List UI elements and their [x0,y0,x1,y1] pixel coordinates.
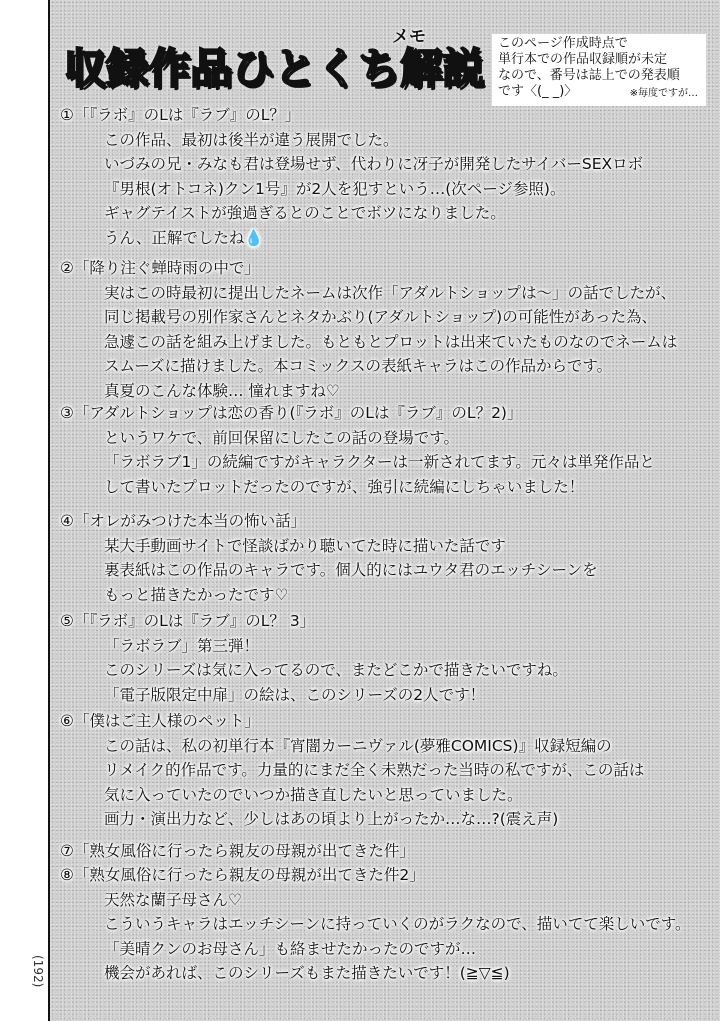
section-line: この作品、最初は後半が違う展開でした。 [104,130,399,149]
section-line: というワケで、前回保留にしたこの話の登場です。 [104,428,459,447]
section-title: ⑥「僕はご主人様のペット」 [60,712,260,730]
note-line: なので、番号は誌上での発表順 [498,68,680,83]
section-line: 「電子版限定中扉」の絵は、このシリーズの2人です！ [104,685,486,704]
note-line: 単行本での作品収録順が未定 [498,52,668,67]
section-title: ④「オレがみつけた本当の怖い話」 [60,512,307,530]
section-title: ⑦「熟女風俗に行ったら親友の母親が出てきた件」 [60,842,415,860]
section-8 [60,863,705,986]
section-title: ②「降り注ぐ蝉時雨の中で」 [60,259,260,277]
note-line: です〈(_ _)〉 [498,84,578,99]
section-line: 気に入っていたのでいつか描き直したいと思っていました。 [104,785,523,804]
page-number: (192) [31,955,45,988]
section-title: ⑧「熟女風俗に行ったら親友の母親が出てきた件2」 [60,866,425,884]
section-line: もっと描きたかったです♡ [104,585,289,604]
section-line: こういうキャラはエッチシーンに持っていくのがラクなので、描いてて楽しいです。 [104,915,691,934]
section-line: このシリーズは気に入ってるので、またどこかで描きたいですね。 [104,661,568,680]
page-title: 収録作品ひとくち解説 [64,44,485,93]
section-3 [60,401,705,499]
section-line: 真夏のこんな体験… 憧れますね♡ [104,381,340,400]
title-ruby: メモ [392,27,426,47]
section-line: 「ラボラブ1」の続編ですがキャラクターは一新されてます。元々は単発作品と [104,453,655,472]
section-4 [60,509,705,607]
section-line: 某大手動画サイトで怪談ばかり聴いてた時に描いた話です [104,536,506,555]
page-margin [0,0,48,1021]
section-line: 同じ掲載号の別作家さんとネタかぶり(アダルトショップ)の可能性があった為、 [104,308,658,327]
section-line: 裏表紙はこの作品のキャラです。個人的にはユウタ君のエッチシーンを [104,561,598,580]
section-1 [60,103,705,251]
section-line: いづみの兄・みなも君は登場せず、代わりに冴子が開発したサイバーSEXロボ [104,155,644,174]
section-line: 機会があれば、このシリーズもまた描きたいです！(≧▽≦) [104,964,510,983]
section-line: スムーズに描けました。本コミックスの表紙キャラはこの作品からです。 [104,357,613,376]
section-line: 「美晴クンのお母さん」も絡ませたかったのですが… [104,939,477,958]
section-5 [60,609,705,707]
section-line: 天然な蘭子母さん♡ [104,890,242,909]
section-line: 画力・演出力など、少しはあの頃より上がったか…な…?(震え声) [104,810,559,829]
section-7 [60,839,705,864]
section-line: して書いたプロットだったのですが、強引に続編にしちゃいました！ [104,477,585,496]
note-small: ※毎度ですが… [629,88,698,99]
section-2 [60,256,705,404]
section-title: ⑤「『ラボ』のLは『ラブ』のL？ 3」 [60,612,316,630]
section-title: ③「アダルトショップは恋の香り(『ラボ』のLは『ラブ』のL？2)」 [60,404,523,422]
note-box [492,34,706,106]
section-line: 実はこの時最初に提出したネームは次作「アダルトショップは～」の話でしたが、 [104,283,677,302]
section-line: 急遽この話を組み上げました。もともとプロットは出来ていたものなのでネームは [104,332,678,351]
section-line: うん、正解でしたね💧 [104,228,264,247]
section-line: リメイク的作品です。力量的にまだ全く未熟だった当時の私ですが、この話は [104,761,645,780]
section-6 [60,709,705,832]
section-line: 『男根(オトコネ)クン1号』が2人を犯すという…(次ページ参照)。 [104,179,566,198]
note-line: このページ作成時点で [498,36,628,51]
section-title: ①「『ラボ』のLは『ラブ』のL？」 [60,106,301,124]
section-line: 「ラボラブ」第三弾！ [104,636,260,655]
section-line: この話は、私の初単行本『宵闇カーニヴァル(夢雅COMICS)』収録短編の [104,736,612,755]
section-line: ギャグテイストが強過ぎるとのことでボツになりました。 [104,204,506,223]
